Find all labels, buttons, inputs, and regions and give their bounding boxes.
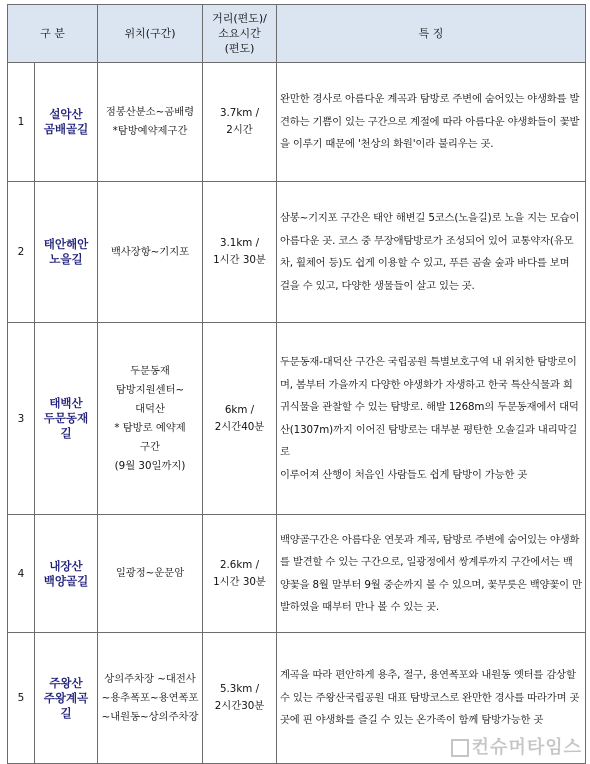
trail-location — [98, 633, 203, 764]
table-row — [8, 323, 586, 515]
trail-location-text: 두문동재 탐방지원센터~ 대덕산 * 탐방로 예약제 구간 (9월 30일까지) — [114, 364, 186, 472]
watermark-text: 컨슈머타임스 — [471, 737, 582, 758]
header-location: 위치(구간) — [98, 5, 203, 63]
trail-distance-text: 2.6km / 1시간 30분 — [213, 558, 266, 588]
trail-distance-text: 3.7km / 2시간 — [219, 107, 260, 136]
trail-distance-text: 6km / 2시간40분 — [214, 403, 265, 433]
header-distance-text: 거리(편도)/ 소요시간 (편도) — [212, 12, 267, 55]
trail-name — [35, 323, 98, 515]
trail-name — [35, 515, 98, 633]
trail-location-text: 백사장항~기지포 — [110, 245, 190, 258]
trail-features — [277, 323, 586, 515]
trail-location-text: 점봉산분소~곰배령 *탐방예약제구간 — [105, 106, 195, 137]
trail-distance-text: 5.3km / 2시간30분 — [214, 683, 265, 712]
trail-distance — [203, 633, 277, 764]
trail-name-text: 주왕산 주왕계곡 길 — [43, 675, 89, 720]
trail-name-text: 태백산 두문동재 길 — [43, 396, 89, 440]
table-row — [8, 515, 586, 633]
trail-features: 완만한 경사로 아름다운 계곡과 탐방로 주변에 숨어있는 야생화를 발견하는 기쁨이 있는 구간으로 계절에 따라 아름다운 야생화들이 꽃밭을 이루기 때문에 '천상의 화원'이라 불리우는 곳. — [277, 63, 586, 182]
trail-location-text: 상의주차장 ~대전사~용추폭포~용연폭포~내원동~상의주차장 — [101, 672, 199, 723]
row-number: 5 — [8, 633, 35, 764]
trail-name-text: 태안해안 노을길 — [43, 237, 89, 266]
trail-features-text: 두문동재-대덕산 구간은 국립공원 특별보호구역 내 위치한 탐방로이며, 봄부터 가을까지 다양한 야생화가 자생하고 한국 특산식물과 희귀식물을 관찰할 수 있는 탐방로. 해발 1268m의 두문동재에서 대덕산(1307m)까지 이어진 탐방로는 대부분 평탄한 오솔길과 내리막길로 이루어져 산행이 처음인 사람들도 쉽게 탐방이 가능한 곳 — [280, 356, 579, 481]
header-category: 구 분 — [8, 5, 98, 63]
header-row — [8, 5, 586, 63]
trail-location — [98, 182, 203, 323]
trail-distance — [203, 182, 277, 323]
trail-table — [7, 4, 586, 764]
trail-distance — [203, 63, 277, 182]
table-row — [8, 63, 586, 182]
trail-distance — [203, 515, 277, 633]
watermark-logo-icon — [451, 739, 469, 757]
header-distance — [203, 5, 277, 63]
publisher-watermark — [451, 733, 582, 759]
table-row — [8, 182, 586, 323]
trail-name — [35, 182, 98, 323]
row-number: 2 — [8, 182, 35, 323]
row-number: 3 — [8, 323, 35, 515]
trail-location — [98, 515, 203, 633]
trail-features: 삼봉~기지포 구간은 태안 해변길 5코스(노을길)로 노을 지는 모습이 아름다운 곳. 코스 중 무장애탐방로가 조성되어 있어 교통약자(유모차, 휠체어 등)도 쉽게 이용할 수 있고, 푸른 곰솔 숲과 바다를 보며 걸을 수 있고, 다양한 생물들이 살고 있는 곳. — [277, 182, 586, 323]
row-number: 1 — [8, 63, 35, 182]
trail-location — [98, 63, 203, 182]
trail-name-text: 설악산 곰배골길 — [43, 107, 89, 136]
row-number: 4 — [8, 515, 35, 633]
trail-location-text: 일광정~운문암 — [115, 567, 185, 579]
trail-features: 백양골구간은 아름다운 연못과 계곡, 탐방로 주변에 숨어있는 야생화를 발견할 수 있는 구간으로, 일광정에서 쌍계루까지 구간에서는 백양꽃을 8월 말부터 9월 중순까지 볼 수 있으며, 꽃무릇은 백양꽃이 만발하였을 때부터 만나 볼 수 있는 곳. — [277, 515, 586, 633]
trail-location — [98, 323, 203, 515]
trail-features: 계곡을 따라 편안하게 용추, 절구, 용연폭포와 내원동 옛터를 감상할 수 있는 주왕산국립공원 대표 탐방코스로 완만한 경사를 따라가며 곳곳에 핀 야생화를 즐길 수 있는 온가족이 함께 탐방가능한 곳 — [277, 633, 586, 764]
trail-distance-text: 3.1km / 1시간 30분 — [213, 237, 266, 266]
trail-name — [35, 63, 98, 182]
trail-distance — [203, 323, 277, 515]
trail-name-text: 내장산 백양골길 — [43, 558, 89, 588]
trail-name — [35, 633, 98, 764]
header-features: 특 징 — [277, 5, 586, 63]
